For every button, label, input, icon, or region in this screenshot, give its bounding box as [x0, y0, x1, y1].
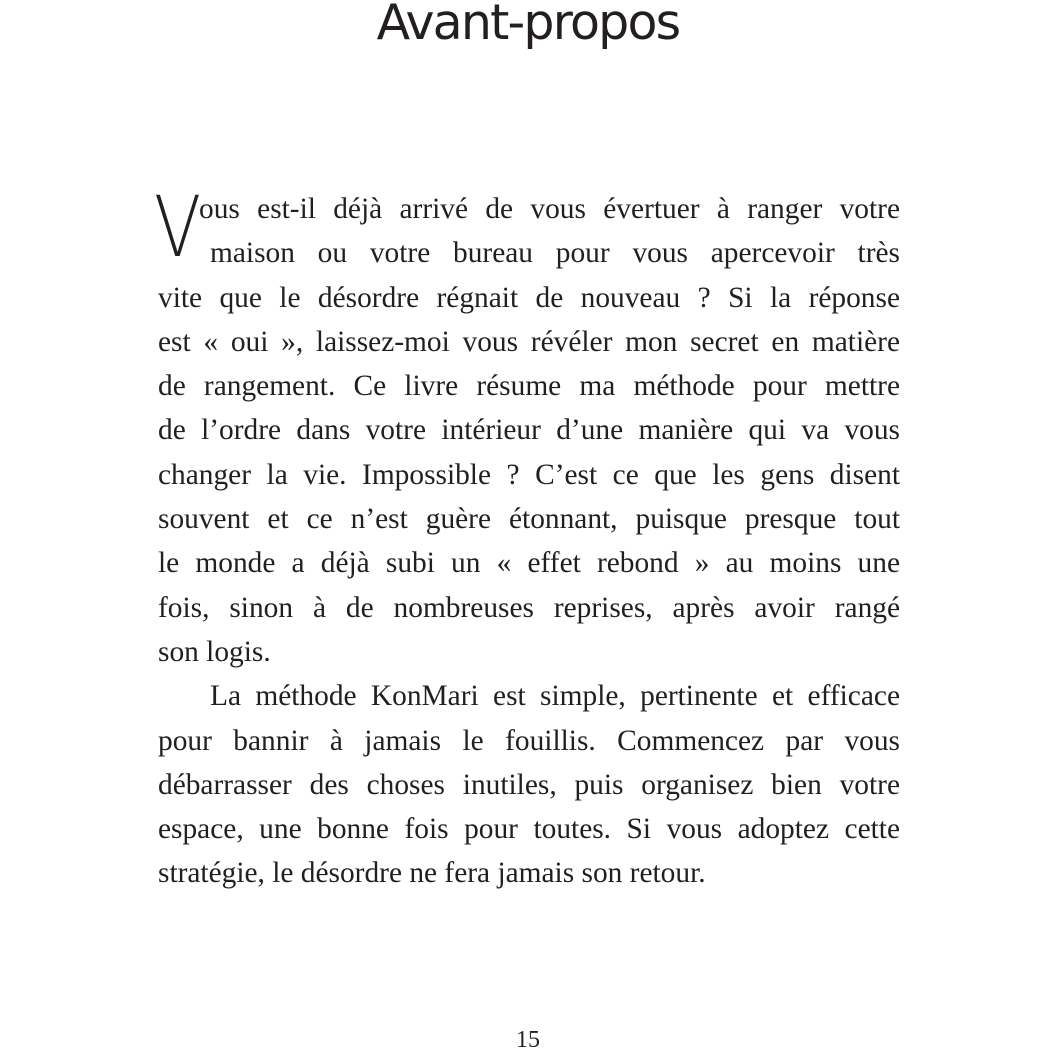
text-line: vite que le désordre régnait de nouveau ? Si la réponse: [158, 281, 900, 314]
text-line: le monde a déjà subi un « effet rebond » au moins une: [158, 547, 900, 580]
drop-cap: V: [154, 178, 202, 276]
text-line: souvent et ce n’est guère étonnant, puisque presque tout: [158, 503, 900, 536]
paragraph-1: [158, 187, 900, 674]
text-line: de rangement. Ce livre résume ma méthode pour mettre: [158, 370, 900, 403]
page-title: Avant-propos: [376, 0, 680, 51]
text-line: débarrasser des choses inutiles, puis organisez bien votre: [158, 768, 900, 801]
text-line: son logis.: [158, 635, 271, 668]
text-line: espace, une bonne fois pour toutes. Si vous adoptez cette: [158, 813, 900, 846]
text-line: maison ou votre bureau pour vous apercevoir très: [210, 237, 900, 270]
text-line: La méthode KonMari est simple, pertinente et efficace: [210, 680, 900, 713]
page-number: 15: [516, 1027, 540, 1053]
text-line: fois, sinon à de nombreuses reprises, après avoir rangé: [158, 591, 900, 624]
text-line: de l’ordre dans votre intérieur d’une manière qui va vous: [158, 414, 900, 447]
body-text: [154, 178, 900, 896]
text-line: est « oui », laissez-moi vous révéler mon secret en matière: [158, 325, 900, 358]
text-line: pour bannir à jamais le fouillis. Commencez par vous: [158, 724, 900, 757]
text-line: stratégie, le désordre ne fera jamais son retour.: [158, 857, 706, 890]
text-line: changer la vie. Impossible ? C’est ce que les gens disent: [158, 458, 900, 491]
paragraph-2: [158, 674, 900, 895]
text-line: ous est-il déjà arrivé de vous évertuer à ranger votre: [199, 193, 900, 225]
